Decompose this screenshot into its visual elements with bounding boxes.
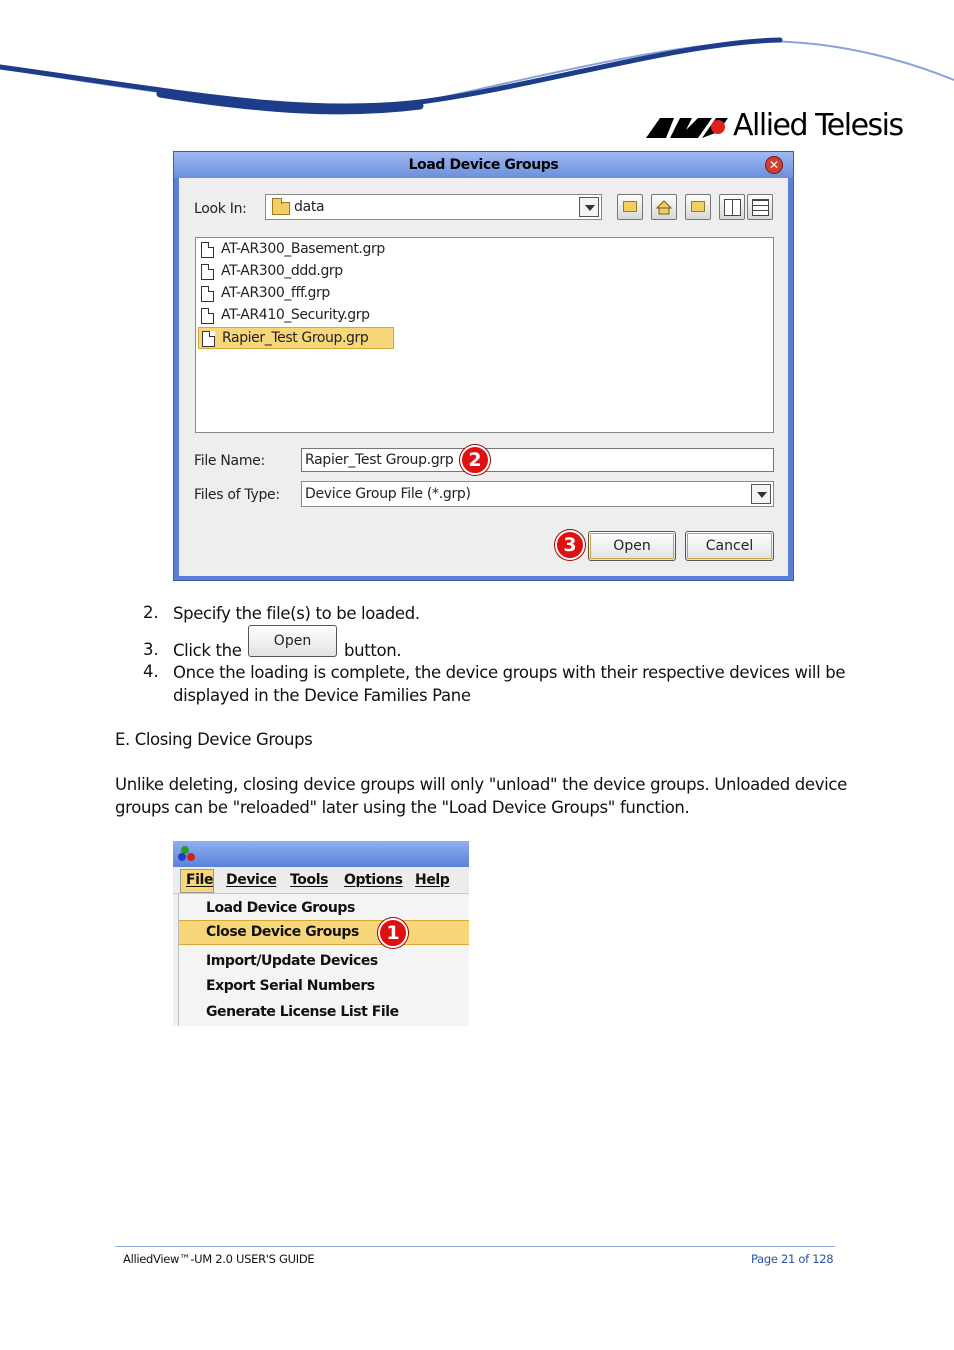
files-of-type-value: Device Group File (*.grp) — [305, 486, 471, 502]
menu-item-export-serial-numbers[interactable] — [179, 974, 469, 999]
menu-item-label: Export Serial Numbers — [206, 978, 375, 994]
home-button[interactable] — [651, 194, 677, 220]
menu-item-load-device-groups[interactable] — [179, 896, 469, 921]
menu-file[interactable]: File — [186, 872, 214, 888]
dialog-titlebar[interactable] — [174, 152, 793, 178]
menu-item-label: Generate License List File — [206, 1004, 399, 1020]
file-icon — [201, 286, 214, 302]
dialog-title: Load Device Groups — [408, 157, 559, 173]
list-item[interactable] — [198, 261, 394, 283]
new-folder-icon — [691, 201, 705, 212]
close-icon[interactable]: ✕ — [765, 156, 783, 174]
step-3-number: 3. — [143, 640, 159, 659]
file-icon — [201, 264, 214, 280]
footer-page-number: Page 21 of 128 — [751, 1252, 834, 1266]
menu-item-label: Import/Update Devices — [206, 953, 378, 969]
section-para-line-2: groups can be "reloaded" later using the "Load Device Groups" function. — [115, 798, 690, 817]
step-badge-2: 2 — [460, 445, 490, 475]
file-icon — [202, 331, 215, 347]
list-item[interactable] — [198, 305, 394, 327]
menu-options[interactable]: Options — [344, 872, 403, 888]
file-menu-screenshot — [173, 841, 469, 1026]
file-name-label: File Name: — [194, 453, 265, 469]
app-icon — [177, 844, 199, 864]
chevron-down-icon[interactable] — [751, 484, 771, 504]
step-4-line-1: Once the loading is complete, the device groups with their respective devices will be — [173, 663, 846, 682]
open-button[interactable]: Open — [588, 531, 676, 561]
step-2-number: 2. — [143, 603, 159, 622]
details-view-icon — [752, 199, 769, 216]
menu-help[interactable]: Help — [415, 872, 450, 888]
home-icon — [652, 195, 676, 219]
file-name: Rapier_Test Group.grp — [222, 330, 369, 346]
file-name: AT-AR300_ddd.grp — [221, 263, 343, 279]
menu-device[interactable]: Device — [226, 872, 277, 888]
file-name: AT-AR300_fff.grp — [221, 285, 330, 301]
load-device-groups-dialog — [173, 151, 794, 581]
menu-bar — [173, 867, 469, 894]
files-of-type-label: Files of Type: — [194, 487, 280, 503]
file-name-value: Rapier_Test Group.grp — [305, 452, 454, 468]
list-view-icon — [724, 199, 741, 216]
step-badge-3: 3 — [555, 530, 585, 560]
file-name: AT-AR410_Security.grp — [221, 307, 370, 323]
list-item[interactable] — [198, 283, 394, 305]
menu-tools[interactable]: Tools — [290, 872, 329, 888]
up-folder-button[interactable] — [617, 194, 643, 220]
chevron-down-icon[interactable] — [579, 197, 599, 217]
files-of-type-select[interactable] — [301, 481, 774, 507]
menu-item-label: Load Device Groups — [206, 900, 355, 916]
section-para-line-1: Unlike deleting, closing device groups will only "unload" the device groups. Unloaded device — [115, 775, 847, 794]
step-3-prefix: Click the — [173, 641, 242, 660]
file-name: AT-AR300_Basement.grp — [221, 241, 385, 257]
list-item[interactable] — [198, 239, 394, 261]
new-folder-button[interactable] — [685, 194, 711, 220]
step-3-suffix: button. — [344, 641, 402, 660]
dialog-body — [179, 178, 788, 576]
step-4-number: 4. — [143, 662, 159, 681]
menu-item-close-device-groups[interactable] — [179, 920, 469, 945]
cancel-button[interactable]: Cancel — [685, 531, 774, 561]
details-view-button[interactable] — [747, 194, 773, 220]
footer-guide-title: AlliedView™-UM 2.0 USER'S GUIDE — [123, 1252, 315, 1266]
look-in-label: Look In: — [194, 201, 247, 217]
list-view-button[interactable] — [719, 194, 745, 220]
menu-item-generate-license-list-file[interactable] — [179, 1000, 469, 1025]
step-badge-1: 1 — [378, 918, 408, 948]
folder-icon — [272, 202, 290, 215]
step-2-text: Specify the file(s) to be loaded. — [173, 604, 420, 623]
list-item-selected[interactable] — [198, 327, 394, 349]
footer-divider — [115, 1246, 835, 1247]
app-titlebar — [173, 841, 469, 867]
file-name-field[interactable] — [301, 448, 774, 472]
section-heading: E. Closing Device Groups — [115, 730, 313, 749]
look-in-select[interactable] — [265, 194, 602, 220]
file-list[interactable] — [195, 237, 774, 433]
file-icon — [201, 308, 214, 324]
step-4-line-2: displayed in the Device Families Pane — [173, 686, 471, 705]
inline-open-button: Open — [248, 625, 337, 657]
file-icon — [201, 242, 214, 258]
menu-item-label: Close Device Groups — [206, 924, 359, 940]
up-folder-icon — [623, 201, 637, 212]
file-menu-dropdown — [178, 894, 469, 1026]
logo-wordmark: Allied Telesis — [733, 108, 903, 143]
menu-item-import-update-devices[interactable] — [179, 949, 469, 974]
look-in-value: data — [294, 199, 325, 215]
